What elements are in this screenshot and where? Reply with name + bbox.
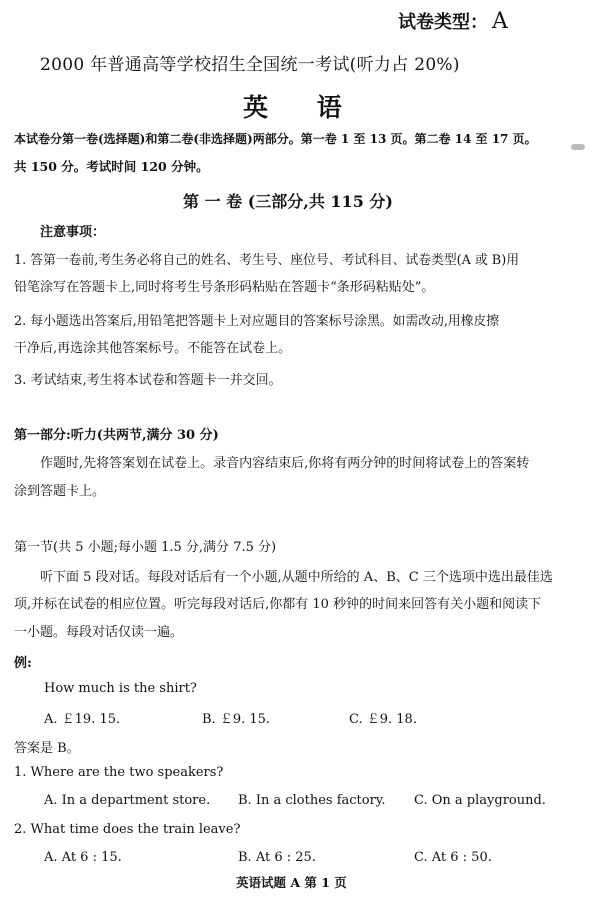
question-1-option-a: A. In a department store. xyxy=(44,793,211,808)
paper-type-label: 试卷类型： xyxy=(398,12,488,33)
page-footer: 英语试题 A 第 1 页 xyxy=(236,875,347,890)
question-2-stem: 2. What time does the train leave? xyxy=(14,822,241,837)
section1-title: 第一节(共 5 小题;每小题 1.5 分,满分 7.5 分) xyxy=(14,540,277,555)
section1-desc-line-2: 项,并标在试卷的相应位置。听完每段对话后,你都有 10 秒钟的时间来回答有关小题和阅读下 xyxy=(14,597,542,612)
question-1-stem: 1. Where are the two speakers? xyxy=(14,765,224,780)
question-2-option-a: A. At 6 : 15. xyxy=(44,850,122,865)
part1-desc-line-1: 作题时,先将答案划在试卷上。录音内容结束后,你将有两分钟的时间将试卷上的答案转 xyxy=(40,456,530,471)
question-2-option-b: B. At 6 : 25. xyxy=(238,850,316,865)
note-2-line-2: 干净后,再选涂其他答案标号。不能答在试卷上。 xyxy=(14,341,292,356)
intro-line-2: 共 150 分。考试时间 120 分钟。 xyxy=(14,159,209,174)
part1-desc-line-2: 涂到答题卡上。 xyxy=(14,484,106,499)
example-option-b: B. ￡9. 15. xyxy=(202,712,271,727)
notes-title: 注意事项： xyxy=(40,225,106,240)
section1-desc-line-3: 一小题。每段对话仅读一遍。 xyxy=(14,625,184,640)
note-2-line-1: 2. 每小题选出答案后,用铅笔把答题卡上对应题目的答案标号涂黑。如需改动,用橡皮擦 xyxy=(14,314,500,329)
example-question: How much is the shirt? xyxy=(44,681,197,696)
exam-title: 2000 年普通高等学校招生全国统一考试(听力占 20%) xyxy=(40,55,460,75)
question-2-option-c: C. At 6 : 50. xyxy=(414,850,492,865)
example-answer: 答案是 B。 xyxy=(14,741,80,756)
scan-smudge xyxy=(571,144,585,150)
subject-title: 英 语 xyxy=(243,93,362,122)
note-1-line-1: 1. 答第一卷前,考生务必将自己的姓名、考生号、座位号、考试科目、试卷类型(A 或 B)用 xyxy=(14,253,520,268)
intro-line-1: 本试卷分第一卷(选择题)和第二卷(非选择题)两部分。第一卷 1 至 13 页。第二卷 14 至 17 页。 xyxy=(14,132,537,146)
example-option-a: A. ￡19. 15. xyxy=(44,712,121,727)
example-option-c: C. ￡9. 18. xyxy=(349,712,417,727)
note-1-line-2: 铅笔涂写在答题卡上,同时将考生号条形码粘贴在答题卡“条形码粘贴处”。 xyxy=(14,280,435,295)
note-3-line-1: 3. 考试结束,考生将本试卷和答题卡一并交回。 xyxy=(14,373,282,388)
paper-type-letter: A xyxy=(492,9,508,34)
question-1-option-b: B. In a clothes factory. xyxy=(238,793,386,808)
question-1-option-c: C. On a playground. xyxy=(414,793,546,808)
part1-title: 第一部分:听力(共两节,满分 30 分) xyxy=(14,428,219,443)
volume-title: 第 一 卷 (三部分,共 115 分) xyxy=(183,192,393,211)
paper-type xyxy=(398,8,508,34)
section1-desc-line-1: 听下面 5 段对话。每段对话后有一个小题,从题中所给的 A、B、C 三个选项中选出最佳选 xyxy=(40,570,553,585)
example-label: 例: xyxy=(14,656,32,671)
